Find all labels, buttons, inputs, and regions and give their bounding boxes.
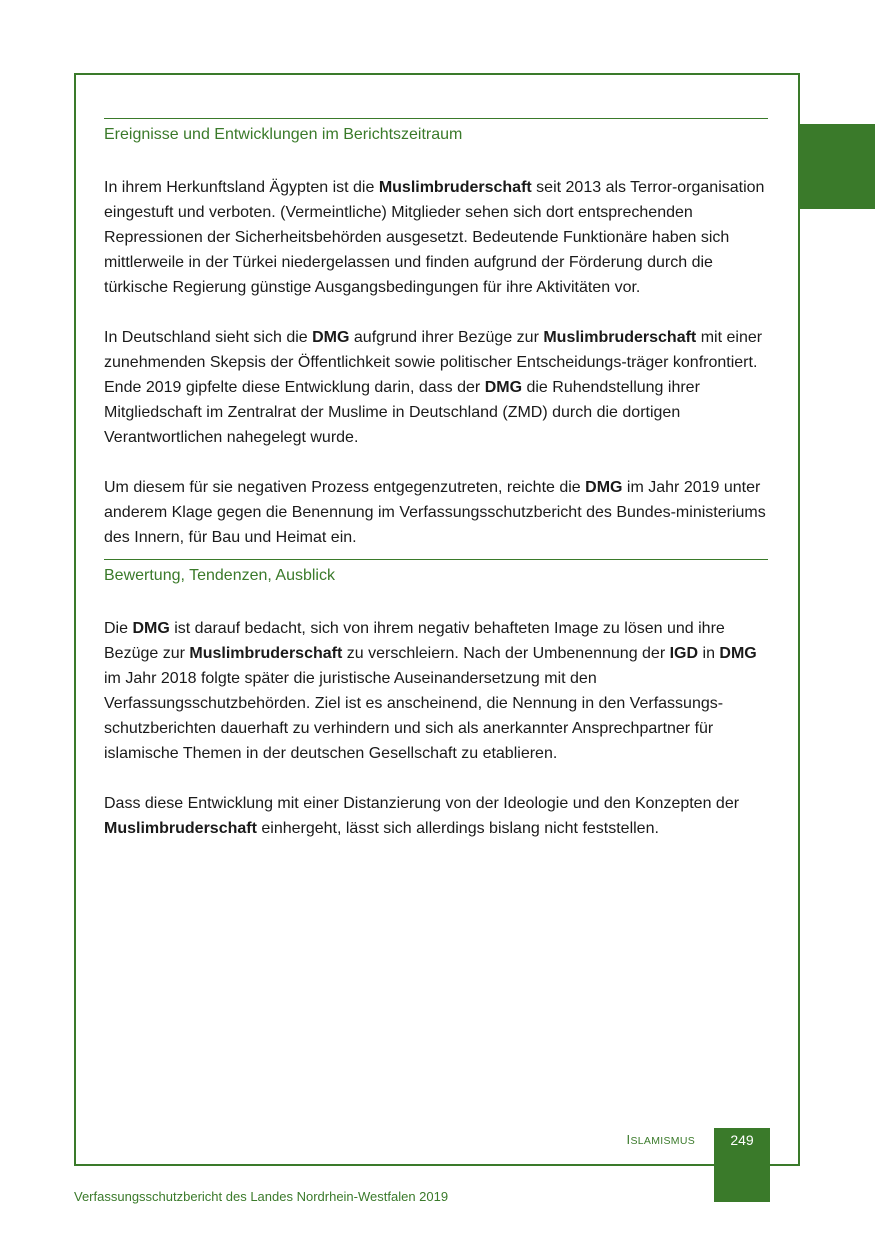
page-content bbox=[104, 118, 768, 841]
section-rule bbox=[104, 118, 768, 119]
bold-term: Muslimbruderschaft bbox=[543, 329, 697, 346]
text-run: aufgrund ihrer Bezüge zur bbox=[349, 329, 544, 346]
text-run: ist darauf bedacht, sich von ihrem negativ behafteten Image zu lösen und ihre Bezüge zur bbox=[104, 620, 725, 662]
section-heading: Bewertung, Tendenzen, Ausblick bbox=[104, 567, 335, 584]
bold-term: DMG bbox=[312, 329, 350, 346]
text-run: im Jahr 2018 folgte später die juristische Auseinandersetzung mit den Verfassungsschutzbehörden. Ziel ist es anscheinend, die Nennung in den Verfassungs-schutzberichten dauerhaft zu verhindern und sich als anerkannter Ansprechpartner für islamische Themen in der deutschen Gesellschaft zu etablieren. bbox=[104, 670, 724, 762]
bold-term: Muslimbruderschaft bbox=[189, 645, 343, 662]
text-run: im Jahr 2019 unter anderem Klage gegen die Benennung im Verfassungsschutzbericht des Bundes-ministeriums des Innern, für Bau und Heimat ein. bbox=[104, 479, 766, 546]
bold-term: DMG bbox=[132, 620, 170, 637]
text-run: Die bbox=[104, 620, 133, 637]
paragraph bbox=[104, 475, 768, 550]
chapter-side-tab bbox=[798, 124, 875, 209]
section-title-initial: I bbox=[626, 1132, 631, 1147]
page-number: 249 bbox=[730, 1132, 754, 1148]
text-run: in bbox=[698, 645, 720, 662]
bold-term: Muslimbruderschaft bbox=[104, 820, 257, 837]
running-section-title bbox=[627, 1131, 695, 1150]
text-run: seit 2013 als Terror-organisation eingestuft und verboten. (Vermeintliche) Mitglieder sehen sich dort entsprechenden Repressionen der Sicherheitsbehörden ausgesetzt. Bedeutende Funktionäre haben sich mittlerweile in der Türkei niedergelassen und finden aufgrund der Förderung durch die türkische Regierung günstige Ausgangsbedingungen für ihre Aktivitäten vor. bbox=[104, 179, 765, 296]
section-rule bbox=[104, 559, 768, 560]
text-run: mit einer zunehmenden Skepsis der Öffentlichkeit sowie politischer Entscheidungs-träger konfrontiert. Ende 2019 gipfelte diese Entwicklung darin, dass der bbox=[104, 329, 763, 396]
text-run: Dass diese Entwicklung mit einer Distanzierung von der Ideologie und den Konzepten der bbox=[104, 795, 740, 812]
text-run: die Ruhendstellung ihrer Mitgliedschaft im Zentralrat der Muslime in Deutschland (ZMD) durch die dortigen Verantwortlichen nahegelegt wurde. bbox=[104, 379, 700, 446]
paragraph bbox=[104, 791, 768, 841]
bold-term: IGD bbox=[669, 645, 699, 662]
bold-term: DMG bbox=[484, 379, 523, 396]
publication-title: Verfassungsschutzbericht des Landes Nordrhein-Westfalen 2019 bbox=[74, 1189, 449, 1204]
section-title-rest: SLAMISMUS bbox=[630, 1135, 695, 1147]
text-run: In Deutschland sieht sich die bbox=[104, 329, 313, 346]
paragraph bbox=[104, 325, 768, 450]
text-run: einhergeht, lässt sich allerdings bislang nicht feststellen. bbox=[256, 820, 659, 837]
text-run: Um diesem für sie negativen Prozess entgegenzutreten, reichte die bbox=[104, 479, 586, 496]
bold-term: DMG bbox=[585, 479, 623, 496]
text-run: In ihrem Herkunftsland Ägypten ist die bbox=[104, 179, 379, 196]
text-run: zu verschleiern. Nach der Umbenennung der bbox=[342, 645, 670, 662]
bold-term: DMG bbox=[719, 645, 757, 662]
section-heading: Ereignisse und Entwicklungen im Berichtszeitraum bbox=[104, 126, 463, 143]
bold-term: Muslimbruderschaft bbox=[378, 179, 532, 196]
paragraph bbox=[104, 175, 768, 300]
paragraph bbox=[104, 616, 768, 766]
